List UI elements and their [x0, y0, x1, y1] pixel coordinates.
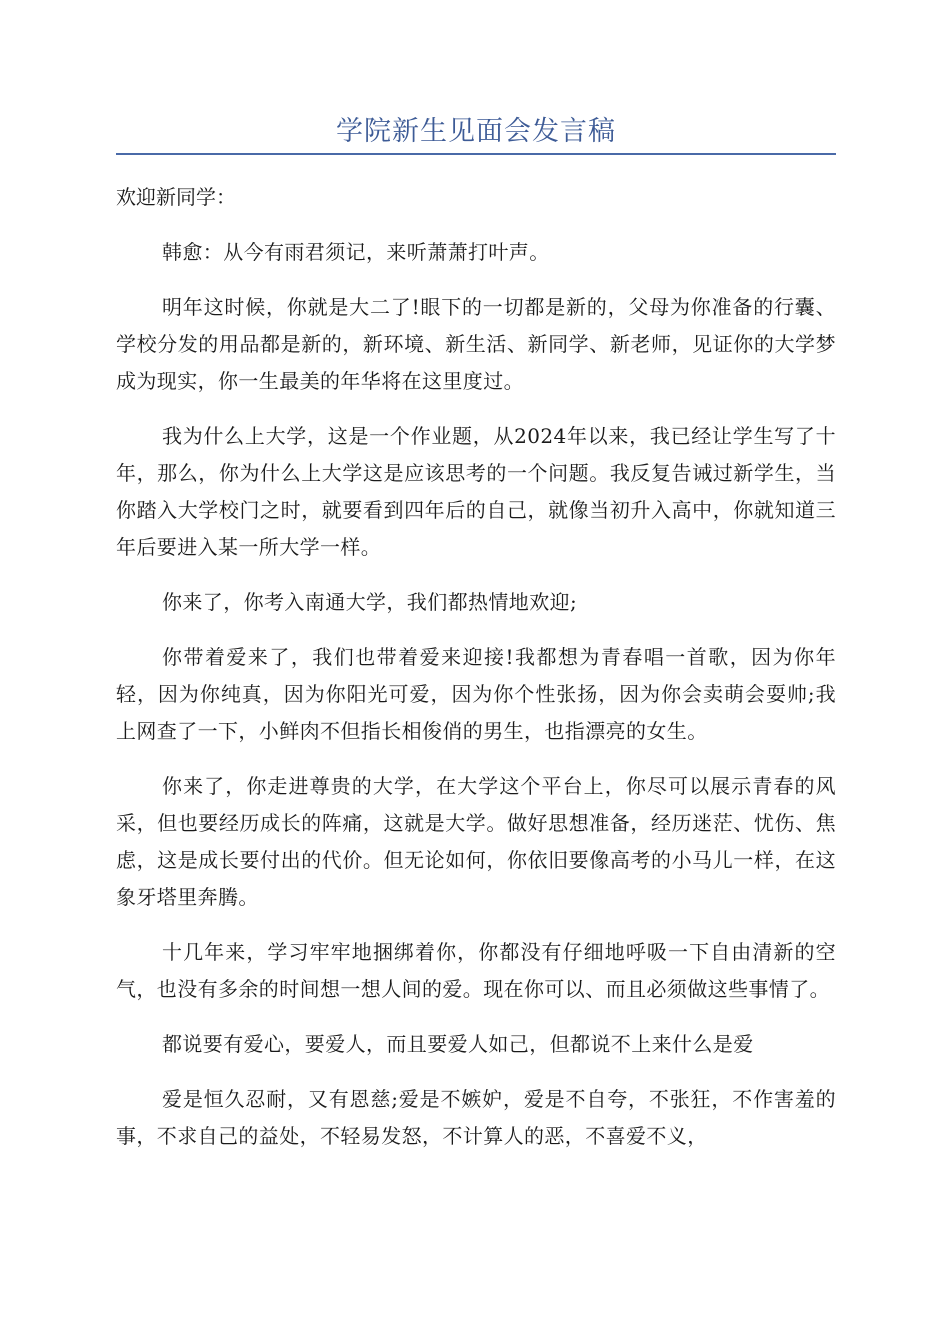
paragraph-2: 明年这时候，你就是大二了!眼下的一切都是新的，父母为你准备的行囊、学校分发的用品都是新的，新环境、新生活、新同学、新老师，见证你的大学梦成为现实，你一生最美的年华将在这里度过。	[116, 295, 836, 393]
paragraph-1: 韩愈：从今有雨君须记，来听萧萧打叶声。	[162, 240, 550, 264]
greeting-line: 欢迎新同学：	[116, 185, 236, 209]
document-page	[116, 0, 836, 1155]
title-underline	[116, 153, 836, 155]
paragraph-5: 你带着爱来了，我们也带着爱来迎接!我都想为青春唱一首歌，因为你年轻，因为你纯真，因为你阳光可爱，因为你个性张扬，因为你会卖萌会耍帅;我上网查了一下，小鲜肉不但指长相俊俏的男生，也指漂亮的女生。	[116, 645, 836, 743]
paragraph-4: 你来了，你考入南通大学，我们都热情地欢迎;	[162, 590, 578, 614]
paragraph-8: 都说要有爱心，要爱人，而且要爱人如己，但都说不上来什么是爱	[162, 1032, 754, 1056]
paragraph-6: 你来了，你走进尊贵的大学，在大学这个平台上，你尽可以展示青春的风采，但也要经历成长的阵痛，这就是大学。做好思想准备，经历迷茫、忧伤、焦虑，这是成长要付出的代价。但无论如何，你依旧要像高考的小马儿一样，在这象牙塔里奔腾。	[116, 774, 836, 909]
page-title: 学院新生见面会发言稿	[336, 116, 616, 147]
paragraph-7: 十几年来，学习牢牢地捆绑着你，你都没有仔细地呼吸一下自由清新的空气，也没有多余的时间想一想人间的爱。现在你可以、而且必须做这些事情了。	[116, 940, 836, 1001]
paragraph-3: 我为什么上大学，这是一个作业题，从2024年以来，我已经让学生写了十年，那么，你为什么上大学这是应该思考的一个问题。我反复告诫过新学生，当你踏入大学校门之时，就要看到四年后的自己，就像当初升入高中，你就知道三年后要进入某一所大学一样。	[116, 424, 836, 559]
paragraph-9: 爱是恒久忍耐，又有恩慈;爱是不嫉妒，爱是不自夸，不张狂，不作害羞的事，不求自己的益处，不轻易发怒，不计算人的恶，不喜爱不义，	[116, 1087, 836, 1148]
